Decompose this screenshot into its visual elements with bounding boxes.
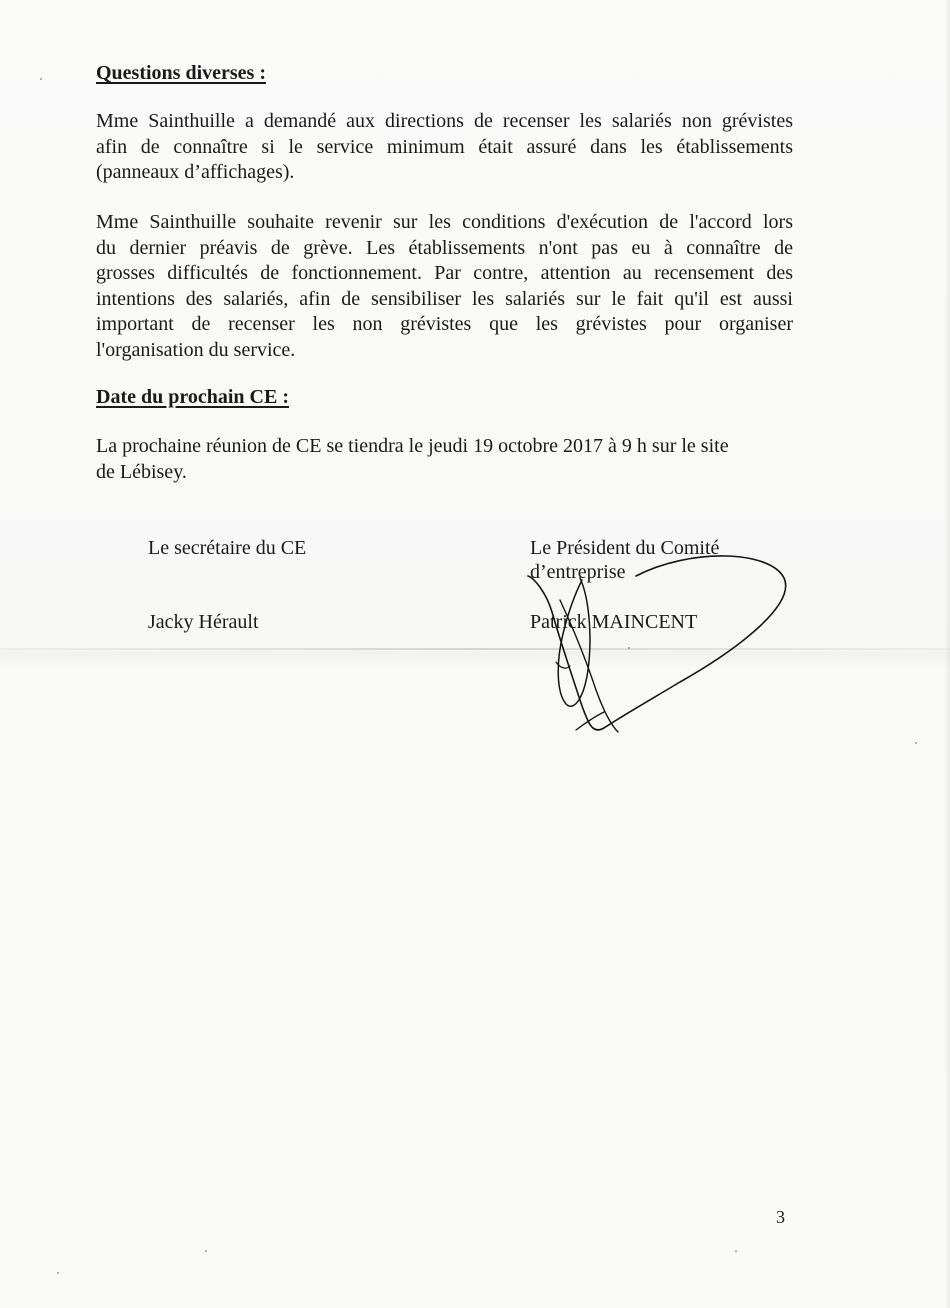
text-line: Mme Sainthuille a demandé aux directions de recenser les salariés non grévistes xyxy=(96,110,793,132)
paragraph-recensement xyxy=(96,109,793,186)
paragraph-accord-greve xyxy=(96,210,793,363)
signatory-right-name: Patrick MAINCENT xyxy=(530,611,698,633)
text-line: Mme Sainthuille souhaite revenir sur les conditions d'exécution de l'accord lors xyxy=(96,211,793,233)
section-heading-date-prochain-ce: Date du prochain CE : xyxy=(96,386,289,408)
signatory-left-name: Jacky Hérault xyxy=(148,611,259,633)
section-heading-questions-diverses: Questions diverses : xyxy=(96,62,266,84)
scan-speck xyxy=(628,647,630,649)
text-line: intentions des salariés, afin de sensibiliser les salariés sur le fait qu'il est aussi xyxy=(96,287,793,310)
text-line: afin de connaître si le service minimum était assuré dans les établissements xyxy=(96,135,793,158)
page-edge-shadow xyxy=(944,0,950,1308)
text-line: important de recenser les non grévistes que les grévistes pour organiser xyxy=(96,313,793,335)
text-line: La prochaine réunion de CE se tiendra le jeudi 19 octobre 2017 à 9 h sur le site xyxy=(96,435,729,457)
scan-speck xyxy=(57,1272,59,1274)
signatory-right-role-continued: d’entreprise xyxy=(530,561,626,583)
text-line: du dernier préavis de grève. Les établissements n'ont pas eu à connaître de xyxy=(96,236,793,259)
scan-speck xyxy=(40,78,42,80)
signatory-right-role: Le Président du Comité xyxy=(530,537,720,559)
scan-speck xyxy=(735,1250,737,1252)
text-line: (panneaux d’affichages). xyxy=(96,161,295,183)
scan-speck xyxy=(205,1250,207,1252)
text-line: grosses difficultés de fonctionnement. Par contre, attention au recensement des xyxy=(96,262,793,284)
page-number: 3 xyxy=(776,1207,785,1227)
text-line: de Lébisey. xyxy=(96,460,187,483)
paragraph-prochaine-reunion xyxy=(96,434,793,485)
page-fold-line xyxy=(0,648,950,650)
text-line: l'organisation du service. xyxy=(96,338,296,361)
signatory-left-role: Le secrétaire du CE xyxy=(148,537,307,559)
scan-speck xyxy=(915,742,917,744)
